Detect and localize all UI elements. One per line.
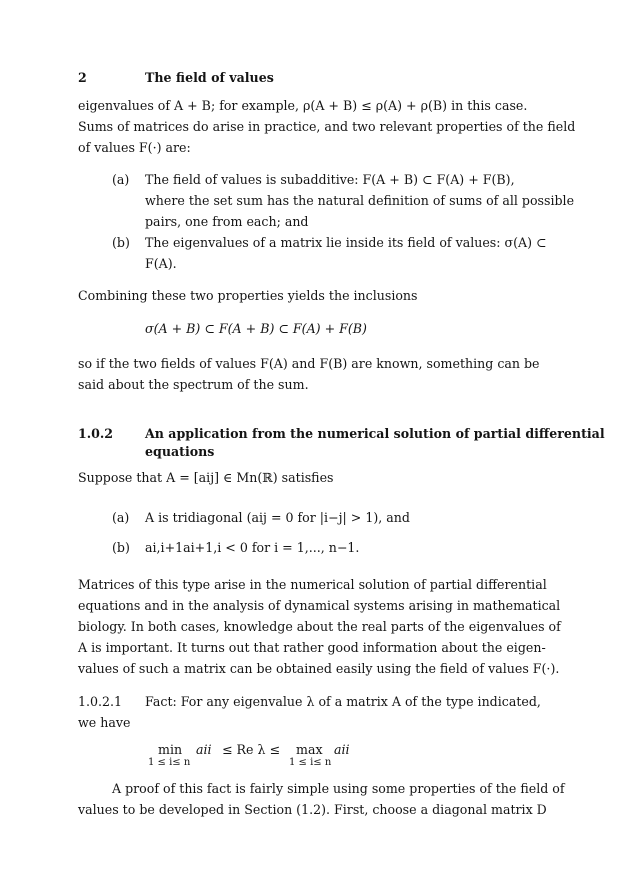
intro-line-1: eigenvalues of A + B; for example, ρ(A + B) ≤ ρ(A) + ρ(B) in this case. xyxy=(78,98,528,113)
condition-b-label: (b) xyxy=(112,540,130,555)
condition-b-text: ai,i+1ai+1,i < 0 for i = 1,..., n−1. xyxy=(145,540,360,555)
condition-a-text: A is tridiagonal (aij = 0 for |i−j| > 1), and xyxy=(145,510,410,525)
property-b-line-1: The eigenvalues of a matrix lie inside its field of values: σ(A) ⊂ xyxy=(145,235,547,250)
section-number: 1.0.2 xyxy=(78,426,114,441)
page-number: 2 xyxy=(78,70,87,85)
inclusion-formula: σ(A + B) ⊂ F(A + B) ⊂ F(A) + F(B) xyxy=(145,321,367,336)
property-a-line-2: where the set sum has the natural definition of sums of all possible xyxy=(145,193,575,208)
min-subscript: 1 ≤ i≤ n xyxy=(148,757,191,768)
combining-text: Combining these two properties yields the inclusions xyxy=(78,288,418,303)
max-operator: max xyxy=(296,742,323,757)
aii-left: aii xyxy=(196,742,212,757)
fact-line-2: we have xyxy=(78,715,131,730)
section-title-line-1: An application from the numerical solution of partial differential xyxy=(145,426,605,441)
property-a-line-1: The field of values is subadditive: F(A + B) ⊂ F(A) + F(B), xyxy=(145,172,515,187)
paragraph-line-1: Matrices of this type arise in the numerical solution of partial differential xyxy=(78,577,547,592)
aii-right: aii xyxy=(334,742,350,757)
re-lambda-bounds: ≤ Re λ ≤ xyxy=(222,742,281,757)
running-title: The field of values xyxy=(145,70,274,85)
property-a-line-3: pairs, one from each; and xyxy=(145,214,309,229)
proof-line-1: A proof of this fact is fairly simple using some properties of the field of xyxy=(112,781,565,796)
property-b-line-2: F(A). xyxy=(145,256,177,271)
intro-line-2: Sums of matrices do arise in practice, and two relevant properties of the field xyxy=(78,119,576,134)
combining-after-2: said about the spectrum of the sum. xyxy=(78,377,309,392)
property-b-label: (b) xyxy=(112,235,130,250)
paragraph-line-3: biology. In both cases, knowledge about the real parts of the eigenvalues of xyxy=(78,619,561,634)
suppose-text: Suppose that A = [aij] ∈ Mn(ℝ) satisfies xyxy=(78,470,334,485)
max-subscript: 1 ≤ i≤ n xyxy=(289,757,332,768)
min-operator: min xyxy=(158,742,183,757)
condition-a-label: (a) xyxy=(112,510,130,525)
intro-line-3: of values F(·) are: xyxy=(78,140,191,155)
fact-line-1: Fact: For any eigenvalue λ of a matrix A of the type indicated, xyxy=(145,694,541,709)
proof-line-2: values to be developed in Section (1.2). First, choose a diagonal matrix D xyxy=(78,802,547,817)
fact-number: 1.0.2.1 xyxy=(78,694,123,709)
property-a-label: (a) xyxy=(112,172,130,187)
paragraph-line-4: A is important. It turns out that rather good information about the eigen- xyxy=(78,640,546,655)
paragraph-line-5: values of such a matrix can be obtained easily using the field of values F(·). xyxy=(78,661,560,676)
paragraph-line-2: equations and in the analysis of dynamical systems arising in mathematical xyxy=(78,598,561,613)
combining-after-1: so if the two fields of values F(A) and F(B) are known, something can be xyxy=(78,356,540,371)
section-title-line-2: equations xyxy=(145,444,215,459)
